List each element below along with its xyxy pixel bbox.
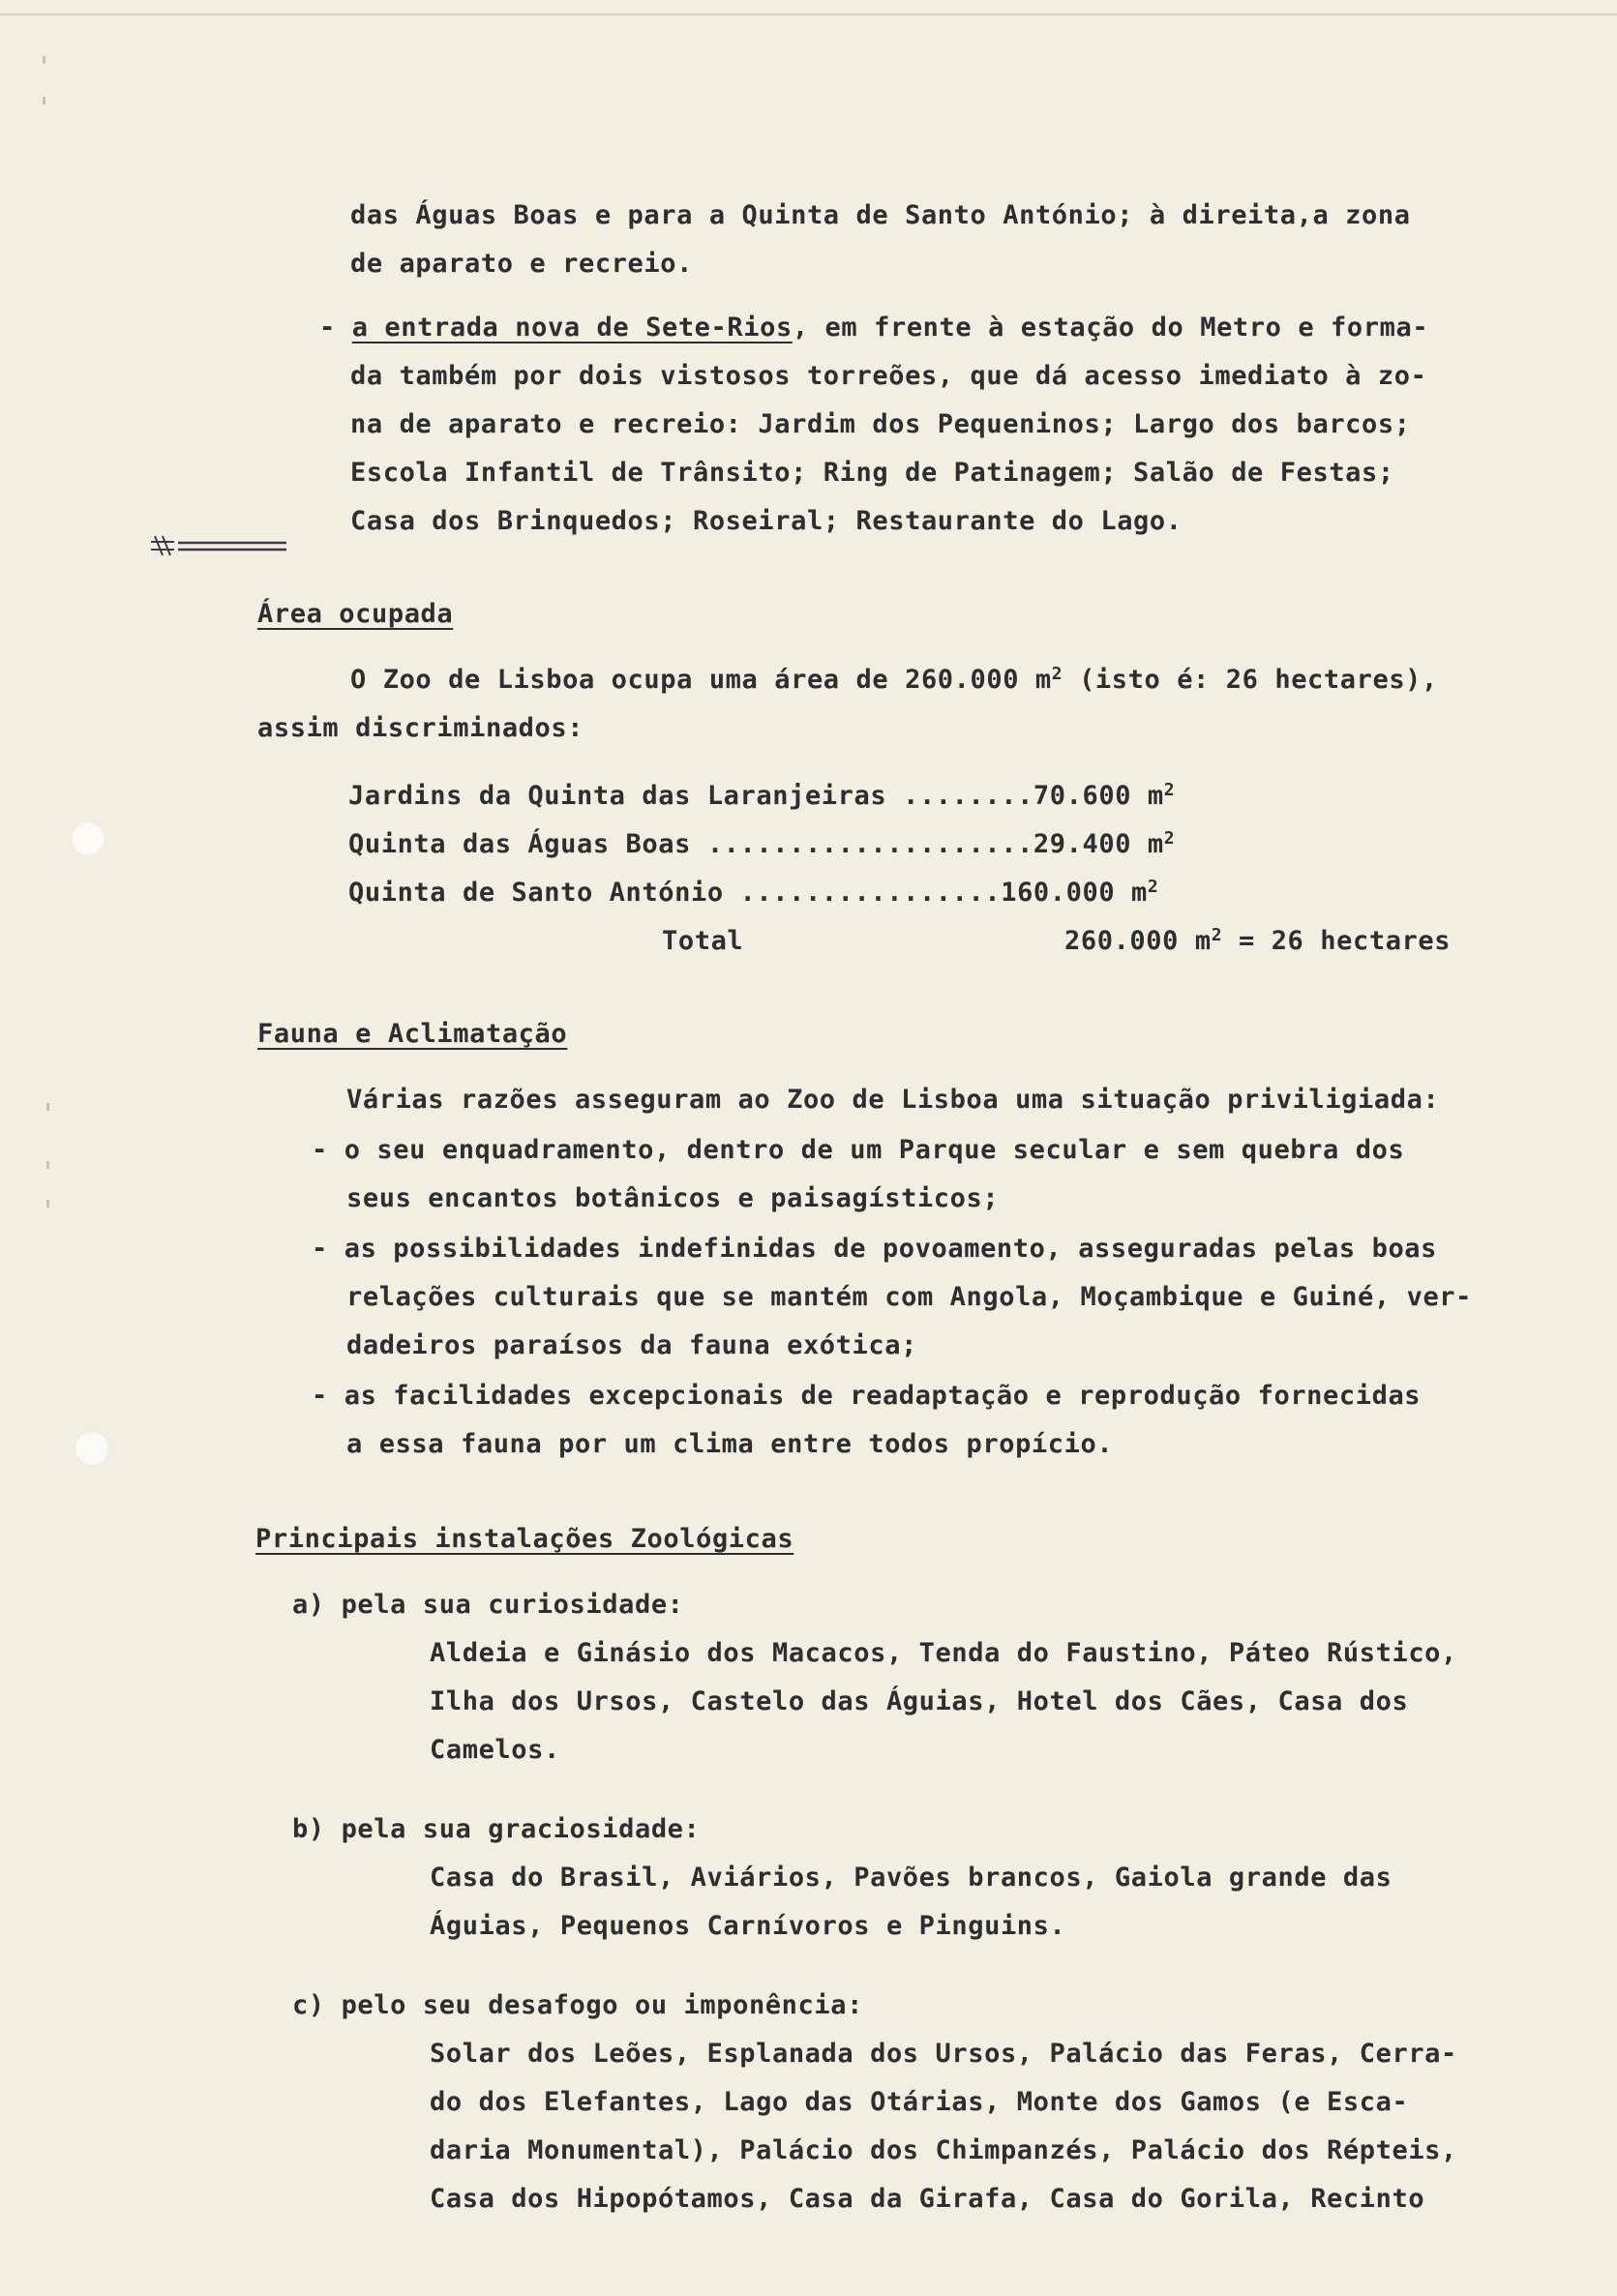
text-line: Solar dos Leões, Esplanada dos Ursos, Palácio das Feras, Cerra- [430, 2039, 1457, 2069]
margin-mark [46, 1103, 49, 1111]
text-line: - o seu enquadramento, dentro de um Parque secular e sem quebra dos [312, 1135, 1405, 1165]
text-line: a essa fauna por um clima entre todos propício. [346, 1429, 1114, 1459]
list-heading-c: c) pelo seu desafogo ou imponência: [292, 1990, 863, 2020]
text-line: Ilha dos Ursos, Castelo das Águias, Hotel dos Cães, Casa dos [430, 1686, 1409, 1716]
text-line: da também por dois vistosos torreões, que dá acesso imediato à zo- [350, 361, 1427, 391]
area-table-row: Jardins da Quinta das Laranjeiras ........70.600 $m^2$ [348, 780, 1176, 811]
margin-mark [43, 56, 45, 64]
punch-hole-top [70, 820, 106, 857]
text-line: das Águas Boas e para a Quinta de Santo António; à direita,a zona [350, 200, 1411, 230]
area-table-row: Quinta das Águas Boas ....................29.400 $m^2$ [348, 828, 1176, 859]
margin-mark [43, 97, 45, 104]
section-heading-area: Área ocupada [257, 599, 454, 629]
area-table-total-label: Total [662, 926, 744, 956]
text-line: O Zoo de Lisboa ocupa uma área de 260.000 $m^2$ (isto é: 26 hectares), [350, 664, 1438, 695]
text-line: Camelos. [430, 1735, 560, 1765]
margin-mark [46, 1161, 49, 1169]
text-line: Casa dos Brinquedos; Roseiral; Restaurante do Lago. [350, 506, 1183, 536]
section-heading-fauna: Fauna e Aclimatação [257, 1019, 568, 1049]
text-line: - a entrada nova de Sete-Rios, em frente à estação do Metro e forma- [319, 313, 1429, 343]
text-line: de aparato e recreio. [350, 249, 693, 279]
area-table-row: Quinta de Santo António ................160.000 $m^2$ [348, 877, 1159, 908]
text-line: seus encantos botânicos e paisagísticos; [346, 1183, 1000, 1213]
list-heading-b: b) pela sua graciosidade: [292, 1814, 701, 1844]
text-line: Escola Infantil de Trânsito; Ring de Patinagem; Salão de Festas; [350, 458, 1394, 488]
text-line: Aldeia e Ginásio dos Macacos, Tenda do Faustino, Páteo Rústico, [430, 1638, 1457, 1668]
text-line: do dos Elefantes, Lago das Otárias, Monte dos Gamos (e Esca- [430, 2087, 1409, 2117]
text-line: dadeiros paraísos da fauna exótica; [346, 1330, 917, 1360]
handwritten-insert-mark [145, 530, 290, 557]
margin-mark [46, 1200, 49, 1208]
text-line: Várias razões asseguram ao Zoo de Lisboa uma situação priviligiada: [346, 1085, 1440, 1115]
page-top-edge [0, 14, 1617, 15]
text-line: Águias, Pequenos Carnívoros e Pinguins. [430, 1911, 1066, 1941]
text-line: assim discriminados: [257, 713, 584, 743]
text-line: daria Monumental), Palácio dos Chimpanzés, Palácio dos Répteis, [430, 2135, 1457, 2165]
section-heading-installations: Principais instalações Zoológicas [255, 1524, 794, 1554]
text-line: Casa dos Hipopótamos, Casa da Girafa, Casa do Gorila, Recinto [430, 2184, 1425, 2214]
text-line: na de aparato e recreio: Jardim dos Pequeninos; Largo dos barcos; [350, 409, 1411, 439]
text-line: - as possibilidades indefinidas de povoamento, asseguradas pelas boas [312, 1234, 1438, 1264]
list-heading-a: a) pela sua curiosidade: [292, 1590, 684, 1620]
punch-hole-bottom [74, 1430, 110, 1467]
text-line: relações culturais que se mantém com Angola, Moçambique e Guiné, ver- [346, 1282, 1473, 1312]
text-line: Casa do Brasil, Aviários, Pavões brancos, Gaiola grande das [430, 1863, 1392, 1893]
text-line: - as facilidades excepcionais de readaptação e reprodução fornecidas [312, 1381, 1422, 1411]
area-table-total-value: 260.000 $m^2 = 26$ hectares [1064, 925, 1452, 956]
